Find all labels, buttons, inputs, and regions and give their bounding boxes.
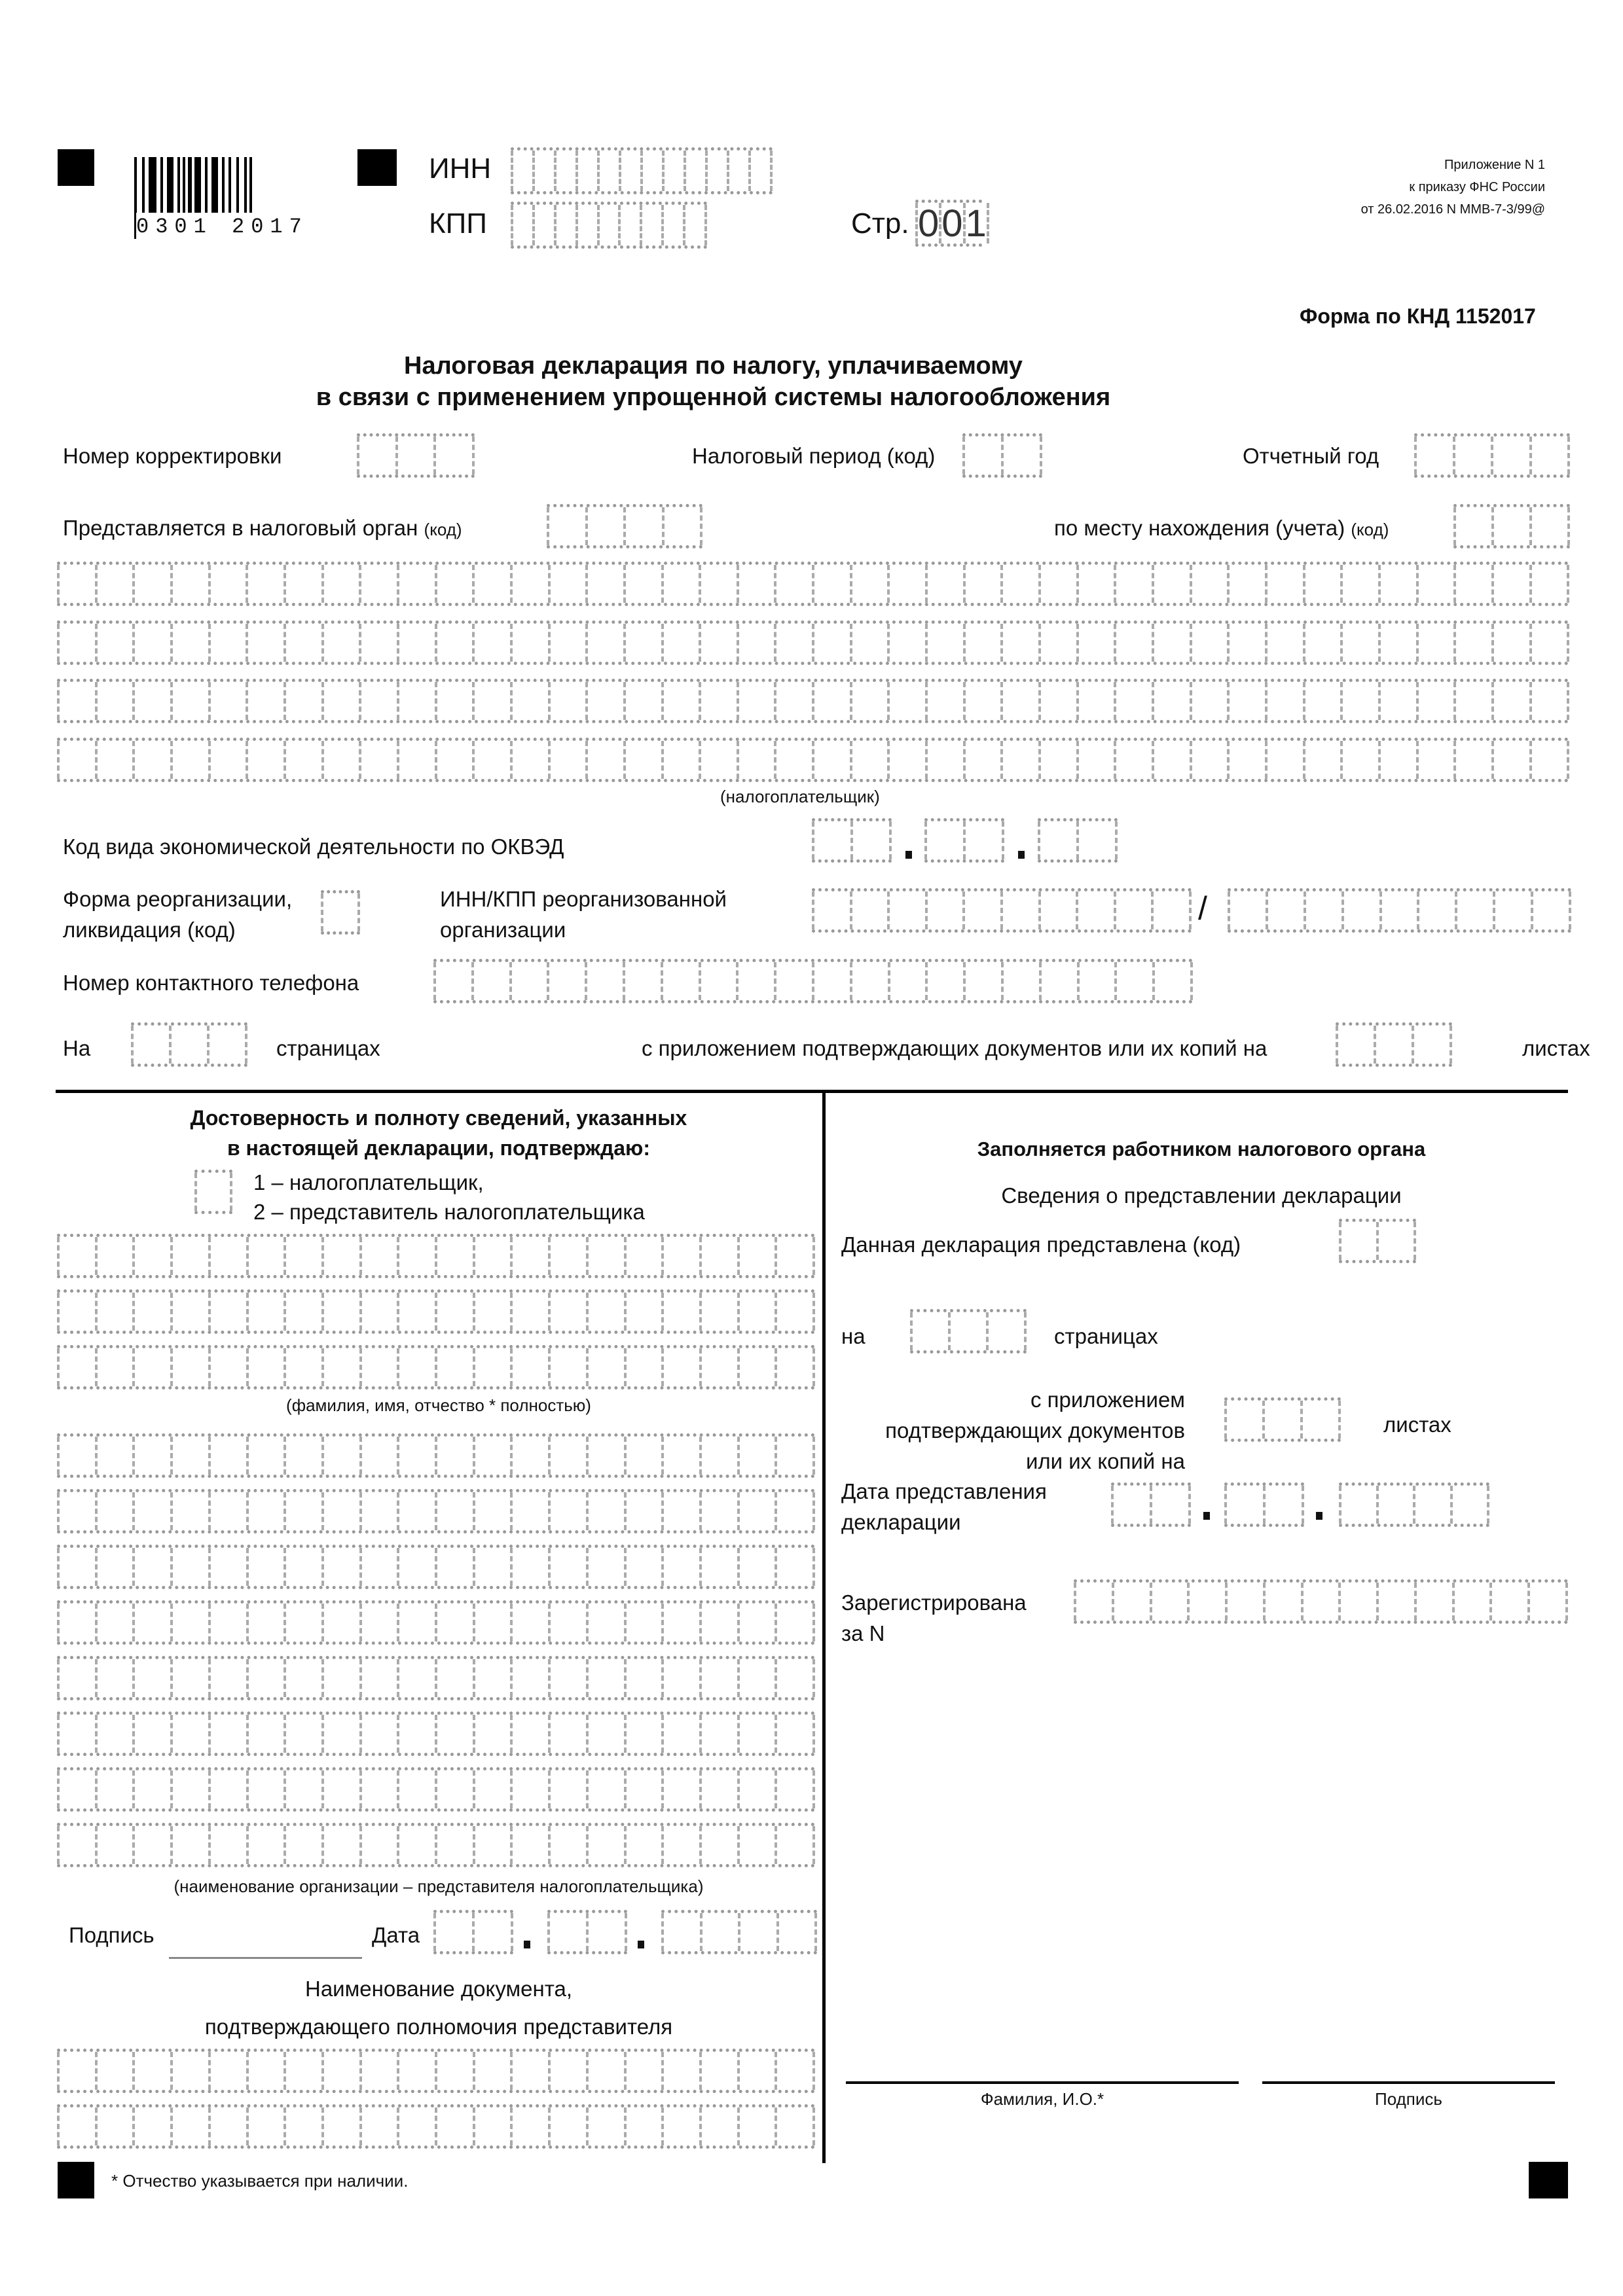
- org-name-input-row[interactable]: [57, 1600, 815, 1645]
- fio-input-row[interactable]: [57, 1345, 815, 1390]
- reorg-kpp-input[interactable]: [1228, 888, 1571, 933]
- officer-attachments-input[interactable]: [1224, 1397, 1341, 1442]
- phone-input[interactable]: [433, 959, 1193, 1003]
- authority-doc-input-row[interactable]: [57, 2049, 815, 2093]
- corner-marker-top-left: [58, 149, 94, 186]
- kpp-input[interactable]: [511, 202, 707, 249]
- sheets-label: листах: [1522, 1036, 1590, 1060]
- submitted-code-label: Данная декларация представлена (код): [841, 1232, 1241, 1257]
- officer-attachments-label: [845, 1384, 1185, 1477]
- page-number-field: [915, 200, 987, 247]
- registration-label: [841, 1587, 1027, 1649]
- org-name-input-row[interactable]: [57, 1545, 815, 1589]
- footnote: * Отчество указывается при наличии.: [111, 2171, 409, 2191]
- heading-line: подтверждающего полномочия представителя: [204, 2015, 673, 2039]
- officer-pages-input[interactable]: [910, 1309, 1027, 1354]
- reorg-form-label: [63, 884, 292, 945]
- submission-day-input[interactable]: [1111, 1482, 1191, 1527]
- date-separator: [524, 1941, 530, 1948]
- reg-line: Зарегистрирована: [841, 1590, 1027, 1615]
- officer-signature-line[interactable]: [1262, 2081, 1555, 2084]
- attach-line: или их копий на: [1025, 1449, 1185, 1473]
- officer-pages-label: страницах: [1054, 1324, 1158, 1348]
- appendix-line: от 26.02.2016 N ММВ-7-3/99@: [1360, 202, 1545, 217]
- location-text: по месту нахождения (учета): [1054, 516, 1345, 540]
- report-year-input[interactable]: [1414, 433, 1570, 478]
- fio-input-row[interactable]: [57, 1234, 815, 1278]
- date-line: Дата представления: [841, 1479, 1047, 1503]
- signer-option-1: 1 – налогоплательщик,: [253, 1170, 484, 1194]
- date-month-input[interactable]: [547, 1910, 627, 1954]
- submission-month-input[interactable]: [1224, 1482, 1304, 1527]
- signer-option-2: 2 – представитель налогоплательщика: [253, 1200, 645, 1224]
- officer-fio-line[interactable]: [846, 2081, 1239, 2084]
- appendix-note: [1296, 154, 1545, 221]
- heading-line: Достоверность и полноту сведений, указанных: [190, 1106, 687, 1130]
- org-name-input-row[interactable]: [57, 1767, 815, 1812]
- page-digit: 0: [939, 203, 962, 243]
- signature-label: Подпись: [69, 1923, 155, 1947]
- heading-line: Наименование документа,: [304, 1977, 572, 2001]
- location-label: [1054, 514, 1389, 543]
- taxpayer-caption: (налогоплательщик): [720, 787, 880, 806]
- org-name-input-row[interactable]: [57, 1712, 815, 1756]
- inn-label: ИНН: [429, 152, 492, 185]
- officer-sheets-label: листах: [1383, 1412, 1451, 1437]
- taxpayer-name-input-row[interactable]: [57, 738, 1569, 782]
- reorg-form-line: ликвидация (код): [63, 918, 236, 942]
- org-caption: (наименование организации – представителя налогоплательщика): [173, 1876, 704, 1896]
- attachments-count-input[interactable]: [1336, 1022, 1452, 1067]
- okved-separator: [1018, 851, 1025, 859]
- officer-on-label: на: [841, 1324, 866, 1348]
- signature-line[interactable]: [169, 1957, 362, 1959]
- location-input[interactable]: [1453, 504, 1570, 548]
- barcode-digits: 0301 2017: [136, 213, 308, 241]
- page-digit: 0: [915, 203, 939, 243]
- page-title: [0, 350, 1623, 413]
- heading-line: в настоящей декларации, подтверждаю:: [227, 1136, 651, 1160]
- date-separator: [1316, 1512, 1322, 1520]
- org-name-input-row[interactable]: [57, 1433, 815, 1478]
- date-line: декларации: [841, 1510, 961, 1534]
- reorg-inn-label: [440, 884, 727, 945]
- okved-input-part1[interactable]: [812, 818, 892, 863]
- on-label: На: [63, 1036, 91, 1060]
- authority-doc-input-row[interactable]: [57, 2104, 815, 2149]
- date-day-input[interactable]: [433, 1910, 513, 1954]
- submitted-code-input[interactable]: [1339, 1219, 1416, 1263]
- date-separator: [1203, 1512, 1210, 1520]
- tax-authority-label: [63, 514, 462, 543]
- okved-label: Код вида экономической деятельности по ОКВЭД: [63, 834, 564, 859]
- tax-authority-text: Представляется в налоговый орган: [63, 516, 418, 540]
- org-name-input-row[interactable]: [57, 1656, 815, 1700]
- okved-separator: [905, 851, 912, 859]
- date-label: Дата: [372, 1923, 420, 1947]
- reorg-inn-line: организации: [440, 918, 566, 942]
- tax-period-label: Налоговый период (код): [692, 444, 936, 468]
- report-year-label: Отчетный год: [1243, 444, 1379, 468]
- section-divider: [56, 1090, 1568, 1093]
- kpp-label: КПП: [429, 207, 487, 240]
- attachments-label: с приложением подтверждающих документов или их копий на: [642, 1036, 1267, 1060]
- corner-marker-bottom-left: [58, 2162, 94, 2198]
- org-name-input-row[interactable]: [57, 1823, 815, 1867]
- date-separator: [638, 1941, 644, 1948]
- registration-number-input[interactable]: [1074, 1579, 1568, 1624]
- reorg-form-input[interactable]: [321, 890, 360, 935]
- page-digit: 1: [963, 203, 989, 243]
- inn-kpp-slash: /: [1198, 890, 1207, 927]
- code-hint: (код): [424, 520, 462, 539]
- taxpayer-name-input-row[interactable]: [57, 620, 1569, 665]
- fio-caption: (фамилия, имя, отчество * полностью): [286, 1395, 591, 1415]
- title-line: Налоговая декларация по налогу, уплачиваемому: [404, 352, 1023, 380]
- inn-input[interactable]: [511, 147, 773, 194]
- okved-input-part3[interactable]: [1038, 818, 1118, 863]
- phone-label: Номер контактного телефона: [63, 971, 359, 995]
- corner-marker-top-mid: [357, 149, 397, 186]
- title-line: в связи с применением упрощенной системы налогообложения: [316, 384, 1111, 411]
- tax-officer-heading: Заполняется работником налогового органа: [977, 1138, 1426, 1160]
- reorg-inn-input[interactable]: [812, 888, 1192, 933]
- submission-date-label: [841, 1476, 1047, 1537]
- column-divider: [822, 1090, 826, 2163]
- reorg-inn-line: ИНН/КПП реорганизованной: [440, 887, 727, 911]
- okved-input-part2[interactable]: [924, 818, 1004, 863]
- attach-line: с приложением: [1030, 1388, 1185, 1412]
- signer-type-input[interactable]: [194, 1170, 232, 1214]
- attach-line: подтверждающих документов: [885, 1418, 1185, 1443]
- taxpayer-name-input-row[interactable]: [57, 679, 1569, 723]
- officer-fio-caption: Фамилия, И.О.*: [980, 2089, 1104, 2109]
- code-hint: (код): [1351, 520, 1389, 539]
- reg-line: за N: [841, 1621, 885, 1645]
- submission-year-input[interactable]: [1339, 1482, 1489, 1527]
- fio-input-row[interactable]: [57, 1289, 815, 1334]
- tax-period-input[interactable]: [962, 433, 1042, 478]
- corner-marker-bottom-right: [1529, 2162, 1568, 2198]
- appendix-line: к приказу ФНС России: [1409, 180, 1545, 194]
- taxpayer-name-input-row[interactable]: [57, 562, 1569, 606]
- submission-info-heading: Сведения о представлении декларации: [1001, 1183, 1402, 1208]
- officer-signature-caption: Подпись: [1375, 2089, 1442, 2109]
- form-code: Форма по КНД 1152017: [1300, 304, 1536, 328]
- org-name-input-row[interactable]: [57, 1489, 815, 1534]
- reorg-form-line: Форма реорганизации,: [63, 887, 293, 911]
- correction-number-label: Номер корректировки: [63, 444, 282, 468]
- correction-number-input[interactable]: [357, 433, 475, 478]
- pages-label: страницах: [276, 1036, 380, 1060]
- authority-document-heading: [59, 1970, 818, 2046]
- appendix-line: Приложение N 1: [1444, 158, 1545, 172]
- pages-count-input[interactable]: [131, 1022, 247, 1067]
- confirmation-heading: [59, 1103, 818, 1163]
- tax-authority-input[interactable]: [547, 504, 702, 548]
- date-year-input[interactable]: [661, 1910, 817, 1954]
- page-label: Стр.: [851, 207, 909, 240]
